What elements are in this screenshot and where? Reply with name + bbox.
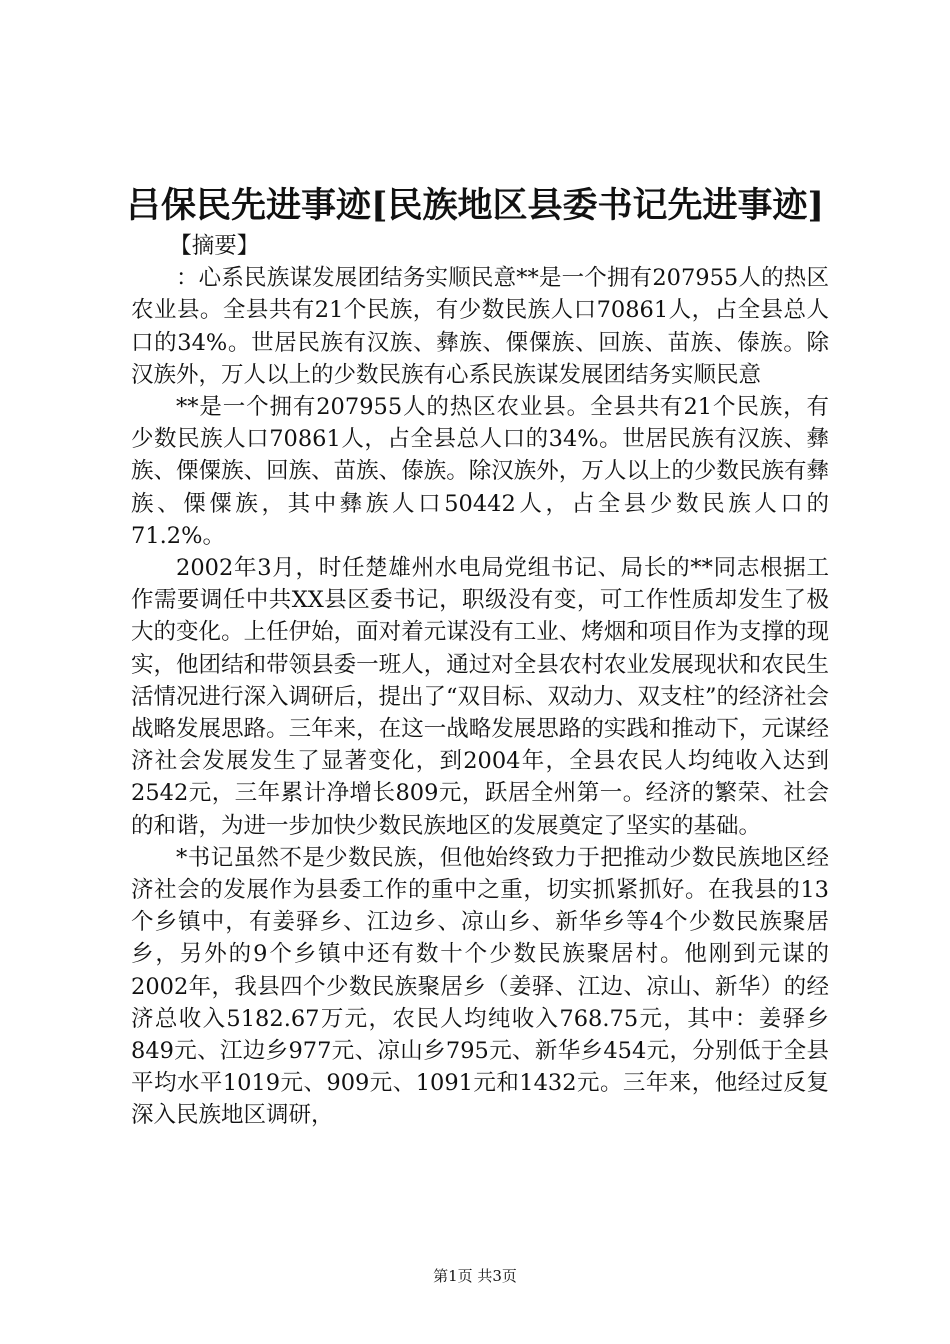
paragraph-1: ：心系民族谋发展团结务实顺民意**是一个拥有207955人的热区农业县。全县共有21个民族，有少数民族人口70861人，占全县总人口的34%。世居民族有汉族、彝族、傈僳族、回族、苗族、傣族。除汉族外，万人以上的少数民族有心系民族谋发展团结务实顺民意 — [131, 265, 829, 388]
paragraph-4: *书记虽然不是少数民族，但他始终致力于把推动少数民族地区经济社会的发展作为县委工作的重中之重，切实抓紧抓好。在我县的13个乡镇中，有姜驿乡、江边乡、凉山乡、新华乡等4个少数民族聚居乡，另外的9个乡镇中还有数十个少数民族聚居村。他刚到元谋的2002年，我县四个少数民族聚居乡（姜驿、江边、凉山、新华）的经济总收入5182.67万元，农民人均纯收入768.75元，其中：姜驿乡849元、江边乡977元、凉山乡795元、新华乡454元，分别低于全县平均水平1019元、909元、1091元和1432元。三年来，他经过反复深入民族地区调研， — [131, 844, 829, 1129]
page-footer: 第1页 共3页 — [433, 1267, 517, 1285]
abstract-label: 【摘要】 — [169, 233, 260, 259]
paragraph-3: 2002年3月，时任楚雄州水电局党组书记、局长的**同志根据工作需要调任中共XX县区委书记，职级没有变，可工作性质却发生了极大的变化。上任伊始，面对着元谋没有工业、烤烟和项目作为支撑的现实，他团结和带领县委一班人，通过对全县农村农业发展现状和农民生活情况进行深入调研后，提出了“双目标、双动力、双支柱”的经济社会战略发展思路。三年来，在这一战略发展思路的实践和推动下，元谋经济社会发展发生了显著变化，到2004年，全县农民人均纯收入达到2542元，三年累计净增长809元，跃居全州第一。经济的繁荣、社会的和谐，为进一步加快少数民族地区的发展奠定了坚实的基础。 — [131, 555, 830, 839]
document-body — [131, 230, 829, 1132]
paragraph-2: **是一个拥有207955人的热区农业县。全县共有21个民族，有少数民族人口70861人，占全县总人口的34%。世居民族有汉族、彝族、傈僳族、回族、苗族、傣族。除汉族外，万人以上的少数民族有彝族、傈僳族，其中彝族人口50442人，占全县少数民族人口的71.2%。 — [131, 394, 829, 549]
document-title: 吕保民先进事迹[民族地区县委书记先进事迹] — [125, 185, 825, 226]
